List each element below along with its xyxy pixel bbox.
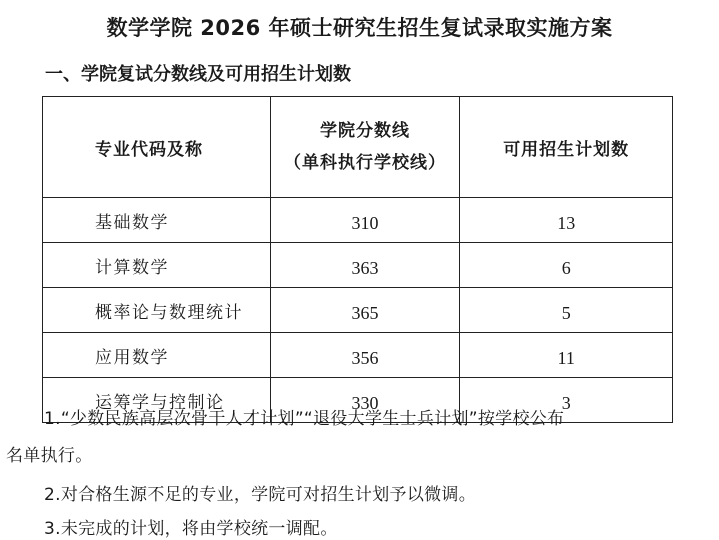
cell-score: 365 bbox=[270, 288, 460, 333]
cell-plan: 5 bbox=[460, 288, 673, 333]
note-1-line-1: 1.“少数民族高层次骨干人才计划”“退役大学生士兵计划”按学校公布 bbox=[44, 409, 565, 429]
section-heading: 一、学院复试分数线及可用招生计划数 bbox=[45, 64, 351, 85]
cell-major: 计算数学 bbox=[43, 243, 271, 288]
table-row bbox=[43, 243, 673, 288]
note-1-line-2: 名单执行。 bbox=[6, 446, 93, 466]
cell-plan: 13 bbox=[460, 198, 673, 243]
note-3: 3.未完成的计划，将由学校统一调配。 bbox=[44, 519, 338, 539]
cell-major: 应用数学 bbox=[43, 333, 271, 378]
header-score-line1: 学院分数线 bbox=[320, 121, 411, 141]
cell-major: 基础数学 bbox=[43, 198, 271, 243]
header-score-line2: （单科执行学校线） bbox=[284, 153, 447, 173]
table-header-row bbox=[43, 97, 673, 198]
header-score bbox=[270, 97, 460, 198]
cell-plan: 11 bbox=[460, 333, 673, 378]
cell-score: 330 bbox=[270, 378, 460, 423]
cell-major: 运筹学与控制论 bbox=[43, 378, 271, 423]
cell-score: 363 bbox=[270, 243, 460, 288]
header-major: 专业代码及称 bbox=[43, 97, 271, 198]
document-title: 数学学院 2026 年硕士研究生招生复试录取实施方案 bbox=[106, 16, 613, 40]
table-row bbox=[43, 198, 673, 243]
header-plan: 可用招生计划数 bbox=[460, 97, 673, 198]
table-row bbox=[43, 288, 673, 333]
cell-plan: 6 bbox=[460, 243, 673, 288]
quota-table bbox=[42, 96, 673, 423]
cell-score: 356 bbox=[270, 333, 460, 378]
cell-plan: 3 bbox=[460, 378, 673, 423]
cell-major: 概率论与数理统计 bbox=[43, 288, 271, 333]
table-row bbox=[43, 333, 673, 378]
cell-score: 310 bbox=[270, 198, 460, 243]
note-2: 2.对合格生源不足的专业，学院可对招生计划予以微调。 bbox=[44, 485, 477, 505]
